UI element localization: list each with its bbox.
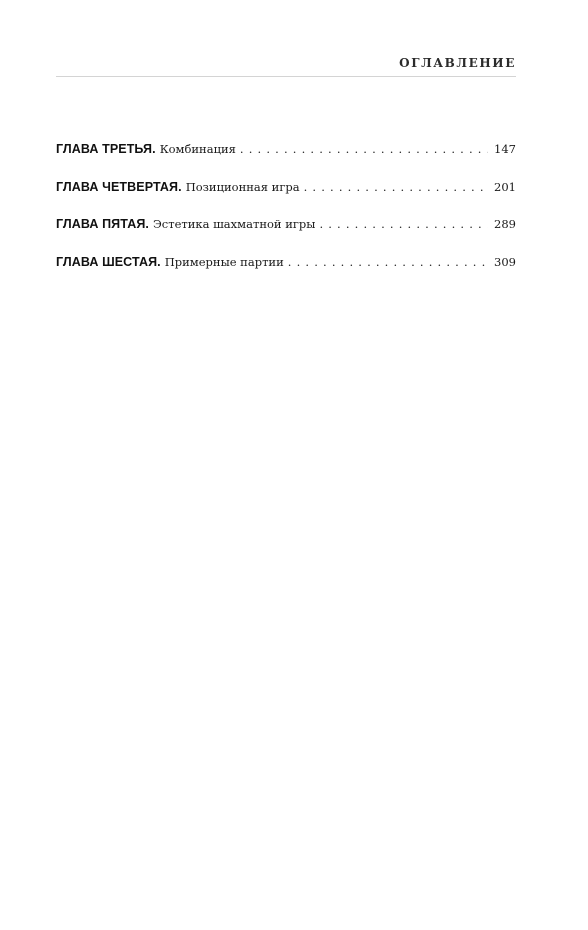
toc-page-number: 309 (494, 254, 516, 269)
toc-chapter-label: ГЛАВА ЧЕТВЕРТАЯ. (56, 179, 182, 194)
toc-chapter-title: Позиционная игра (185, 179, 300, 194)
running-header (56, 56, 516, 77)
toc-chapter-title: Комбинация (159, 142, 236, 156)
toc-dot-leader (240, 140, 488, 159)
toc-page-number: 147 (494, 142, 516, 156)
toc-chapter-label: ГЛАВА ПЯТАЯ. (56, 217, 149, 231)
toc-entry[interactable] (56, 215, 516, 234)
running-header-title: ОГЛАВЛЕНИЕ (399, 56, 516, 70)
toc-dot-leader (288, 253, 488, 272)
toc-chapter-title: Эстетика шахматной игры (152, 217, 316, 231)
table-of-contents (56, 140, 516, 290)
toc-chapter-label: ГЛАВА ТРЕТЬЯ. (56, 142, 156, 156)
toc-entry[interactable] (56, 253, 516, 272)
toc-chapter-title: Примерные партии (164, 254, 284, 269)
toc-entry[interactable] (56, 178, 516, 197)
toc-chapter-label: ГЛАВА ШЕСТАЯ. (56, 254, 161, 269)
toc-dot-leader (304, 178, 488, 197)
toc-page-number: 201 (494, 179, 516, 194)
toc-dot-leader (319, 215, 488, 234)
toc-entry[interactable] (56, 140, 516, 159)
toc-page-number: 289 (494, 217, 516, 231)
